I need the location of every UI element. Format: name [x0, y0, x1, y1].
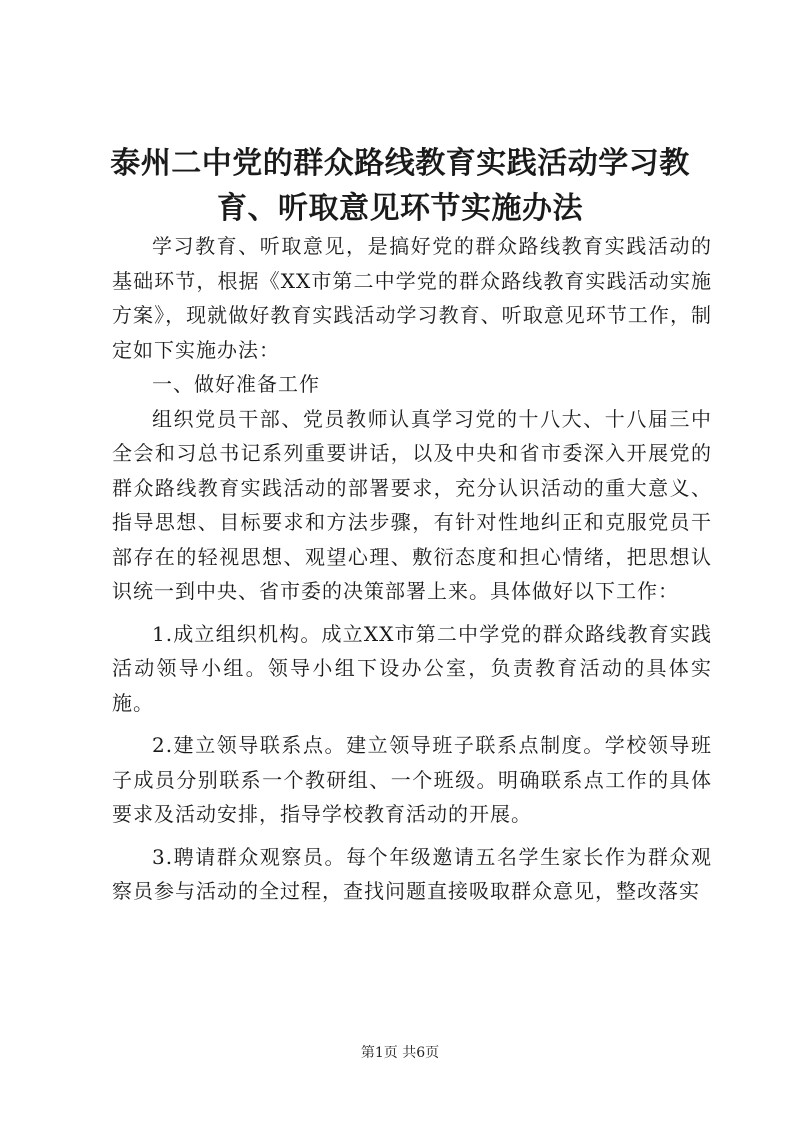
document-title: 泰州二中党的群众路线教育实践活动学习教育、听取意见环节实施办法	[110, 146, 690, 226]
paragraph-intro: 学习教育、听取意见，是搞好党的群众路线教育实践活动的基础环节，根据《XX市第二中学党的群众路线教育实践活动实施方案》，现就做好教育实践活动学习教育、听取意见环节工作，制定如下实施办法：	[112, 234, 712, 362]
section-heading: 一、做好准备工作	[152, 372, 320, 396]
document-body	[112, 229, 712, 909]
paragraph-preparation: 组织党员干部、党员教师认真学习党的十八大、十八届三中全会和习总书记系列重要讲话，以及中央和省市委深入开展党的群众路线教育实践活动的部署要求，充分认识活动的重大意义、指导思想、目标要求和方法步骤，有针对性地纠正和克服党员干部存在的轻视思想、观望心理、敷衍态度和担心情绪，把思想认识统一到中央、省市委的决策部署上来。具体做好以下工作：	[112, 406, 712, 603]
page-number: 第1页 共6页	[360, 1045, 440, 1061]
paragraph-item-3: 3.聘请群众观察员。每个年级邀请五名学生家长作为群众观察员参与活动的全过程，查找问题直接吸取群众意见，整改落实	[112, 844, 712, 903]
paragraph-item-1: 1.成立组织机构。成立XX市第二中学党的群众路线教育实践活动领导小组。领导小组下设办公室，负责教育活动的具体实施。	[112, 621, 712, 715]
paragraph-item-2: 2.建立领导联系点。建立领导班子联系点制度。学校领导班子成员分别联系一个教研组、一个班级。明确联系点工作的具体要求及活动安排，指导学校教育活动的开展。	[112, 733, 712, 826]
